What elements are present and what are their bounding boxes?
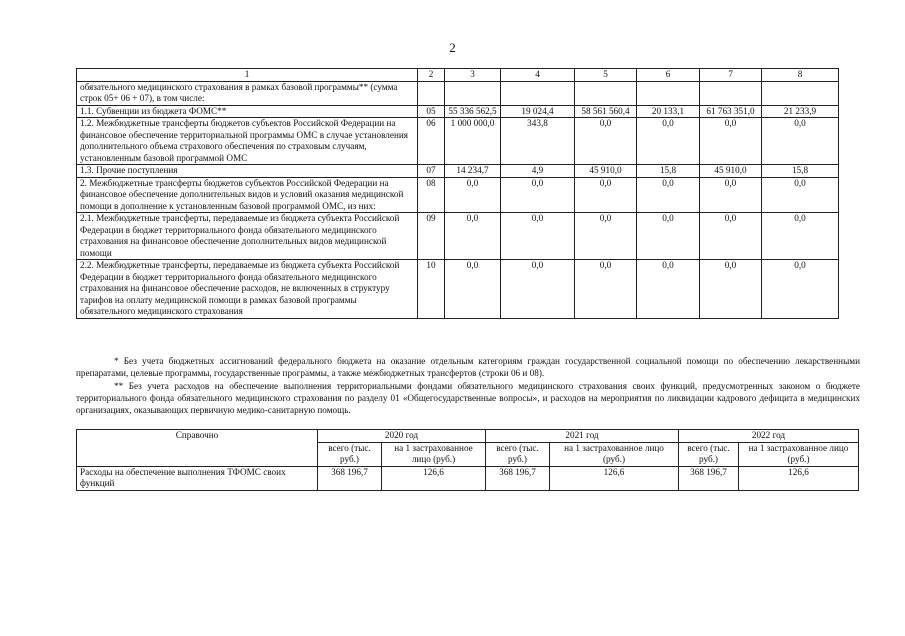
- value-cell: 126,6: [550, 466, 679, 490]
- value-cell: 0,0: [700, 213, 762, 260]
- value-cell: 0,0: [575, 177, 637, 213]
- value-cell: 4,9: [501, 165, 575, 178]
- value-cell: 45 910,0: [575, 165, 637, 178]
- value-cell: 0,0: [501, 177, 575, 213]
- value-cell: 1 000 000,0: [445, 118, 501, 165]
- reference-label: Справочно: [77, 430, 318, 467]
- header-cell: 2: [418, 69, 445, 82]
- row-code: 07: [418, 165, 445, 178]
- value-cell: 0,0: [762, 260, 839, 319]
- value-cell: [501, 81, 575, 105]
- subheader-per-person: на 1 застрахованное лицо (руб.): [739, 442, 859, 466]
- footnote-2: [76, 380, 860, 416]
- value-cell: 58 561 560,4: [575, 105, 637, 118]
- row-description: 2.1. Межбюджетные трансферты, передаваемые из бюджета субъекта Российской Федерации в бюджет территориального фонда обязательного медицинского страхования на финансовое обеспечение дополнительных видов медицинской помощи: [77, 213, 418, 260]
- value-cell: 19 024,4: [501, 105, 575, 118]
- value-cell: 21 233,9: [762, 105, 839, 118]
- header-cell: 6: [637, 69, 700, 82]
- value-cell: 0,0: [575, 260, 637, 319]
- footnote-1: [76, 355, 860, 379]
- value-cell: 0,0: [637, 118, 700, 165]
- row-description: 1.1. Субвенции из бюджета ФОМС**: [77, 105, 418, 118]
- value-cell: 343,8: [501, 118, 575, 165]
- year-header: 2021 год: [486, 430, 679, 443]
- page-number: 2: [449, 40, 456, 55]
- value-cell: 61 763 351,0: [700, 105, 762, 118]
- table-row: [77, 105, 839, 118]
- value-cell: 20 133,1: [637, 105, 700, 118]
- value-cell: 0,0: [762, 213, 839, 260]
- header-cell: 5: [575, 69, 637, 82]
- subheader-total: всего (тыс. руб.): [318, 442, 382, 466]
- value-cell: 15,8: [637, 165, 700, 178]
- reference-table: [76, 429, 859, 491]
- value-cell: [445, 81, 501, 105]
- header-cell: 7: [700, 69, 762, 82]
- value-cell: 0,0: [445, 213, 501, 260]
- footnote-2-text: ** Без учета расходов на обеспечение выполнения территориальными фондами обязательного медицинского страхования своих функций, предусмотренных законом о бюджете территориального фонда обязательного медицинского страхования по разделу 01 «Общегосударственные вопросы», и расходов на мероприятия по ликвидации кадрового дефицита в медицинских организациях, оказывающих первичную медико-санитарную помощь.: [76, 381, 860, 415]
- table-row: [77, 213, 839, 260]
- value-cell: [762, 81, 839, 105]
- value-cell: 0,0: [762, 118, 839, 165]
- table-header-row: [77, 69, 839, 82]
- value-cell: [575, 81, 637, 105]
- year-header: 2022 год: [679, 430, 859, 443]
- value-cell: 0,0: [575, 213, 637, 260]
- value-cell: 0,0: [501, 213, 575, 260]
- table-row: [77, 118, 839, 165]
- value-cell: 0,0: [637, 213, 700, 260]
- header-cell: 1: [77, 69, 418, 82]
- value-cell: 0,0: [762, 177, 839, 213]
- value-cell: 368 196,7: [318, 466, 382, 490]
- header-cell: 3: [445, 69, 501, 82]
- main-table: [76, 68, 839, 319]
- value-cell: 0,0: [700, 177, 762, 213]
- value-cell: [637, 81, 700, 105]
- subheader-per-person: на 1 застрахованное лицо (руб.): [550, 442, 679, 466]
- row-description: Расходы на обеспечение выполнения ТФОМС своих функций: [77, 466, 318, 490]
- row-code: 09: [418, 213, 445, 260]
- value-cell: 126,6: [739, 466, 859, 490]
- value-cell: 126,6: [382, 466, 486, 490]
- row-description: 2. Межбюджетные трансферты бюджетов субъектов Российской Федерации на финансовое обеспечение дополнительных видов и условий оказания медицинской помощи в дополнение к установленным базовой программой ОМС, из них:: [77, 177, 418, 213]
- value-cell: 45 910,0: [700, 165, 762, 178]
- value-cell: 368 196,7: [486, 466, 550, 490]
- row-code: [418, 81, 445, 105]
- value-cell: 14 234,7: [445, 165, 501, 178]
- value-cell: 55 336 562,5: [445, 105, 501, 118]
- value-cell: 0,0: [637, 260, 700, 319]
- table-row: [77, 466, 859, 490]
- row-code: 05: [418, 105, 445, 118]
- footnote-1-text: * Без учета бюджетных ассигнований федерального бюджета на оказание отдельным категориям граждан государственной социальной помощи по обеспечению лекарственными препаратами, целевые программы, государственные программы, а также межбюджетных трансфертов (строки 06 и 08).: [76, 356, 860, 378]
- row-description: обязательного медицинского страхования в рамках базовой программы** (сумма строк 05+ 06 + 07), в том числе:: [77, 81, 418, 105]
- row-description: 1.3. Прочие поступления: [77, 165, 418, 178]
- subheader-per-person: на 1 застрахованное лицо (руб.): [382, 442, 486, 466]
- value-cell: 15,8: [762, 165, 839, 178]
- row-code: 06: [418, 118, 445, 165]
- value-cell: 368 196,7: [679, 466, 739, 490]
- table-row: [77, 177, 839, 213]
- value-cell: 0,0: [575, 118, 637, 165]
- header-cell: 8: [762, 69, 839, 82]
- value-cell: 0,0: [445, 260, 501, 319]
- row-code: 10: [418, 260, 445, 319]
- header-cell: 4: [501, 69, 575, 82]
- value-cell: 0,0: [637, 177, 700, 213]
- value-cell: 0,0: [700, 118, 762, 165]
- row-description: 1.2. Межбюджетные трансферты бюджетов субъектов Российской Федерации на финансовое обеспечение территориальной программы ОМС в случае установления дополнительного объема страхового обеспечения по страховым случаям, установленным базовой программой ОМС: [77, 118, 418, 165]
- year-header: 2020 год: [318, 430, 486, 443]
- subheader-total: всего (тыс. руб.): [679, 442, 739, 466]
- subheader-total: всего (тыс. руб.): [486, 442, 550, 466]
- value-cell: 0,0: [700, 260, 762, 319]
- reference-header-row: [77, 430, 859, 443]
- value-cell: 0,0: [445, 177, 501, 213]
- table-row: [77, 81, 839, 105]
- row-code: 08: [418, 177, 445, 213]
- table-row: [77, 165, 839, 178]
- value-cell: 0,0: [501, 260, 575, 319]
- row-description: 2.2. Межбюджетные трансферты, передаваемые из бюджета субъекта Российской Федерации в бюджет территориального фонда обязательного медицинского страхования на финансовое обеспечение расходов, не включенных в структуру тарифов на оплату медицинской помощи в рамках базовой программы обязательного медицинского страхования: [77, 260, 418, 319]
- value-cell: [700, 81, 762, 105]
- table-row: [77, 260, 839, 319]
